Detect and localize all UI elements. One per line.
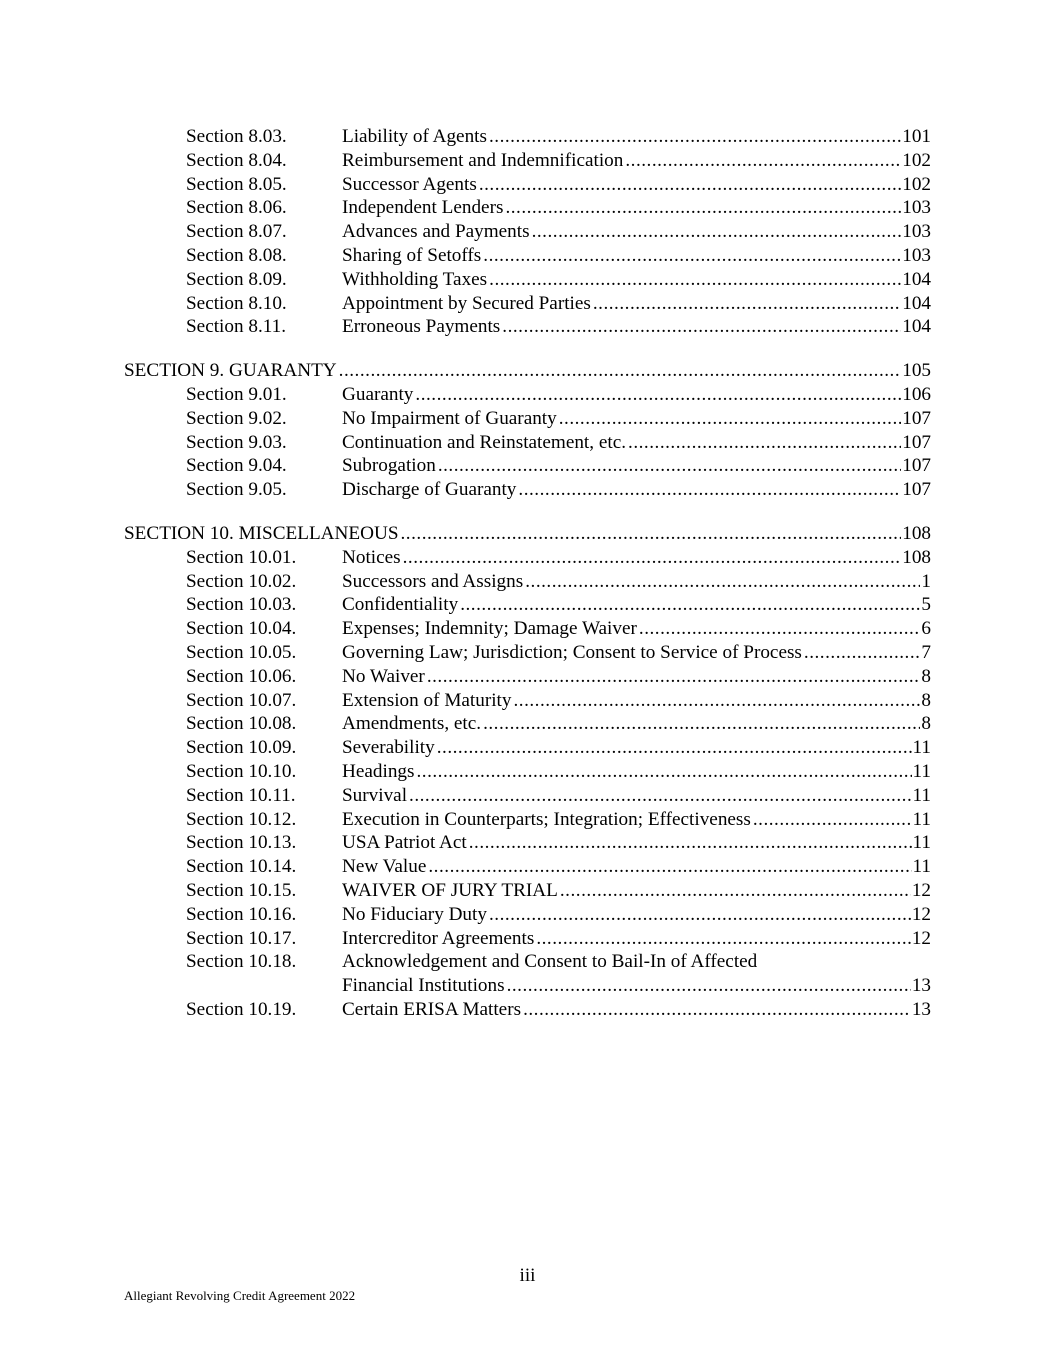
toc-entry-title: Expenses; Indemnity; Damage Waiver xyxy=(342,618,637,640)
toc-entry-title: Governing Law; Jurisdiction; Consent to Service of Process xyxy=(342,641,802,663)
toc-entry xyxy=(124,950,931,974)
toc-entry xyxy=(124,125,931,149)
toc-entry-number: Section 8.03. xyxy=(186,126,287,147)
toc-entry xyxy=(124,641,931,665)
toc-entry-title: Certain ERISA Matters xyxy=(342,998,522,1020)
dot-leader xyxy=(753,808,912,832)
toc-entry-page: 11 xyxy=(912,856,931,878)
toc-entry xyxy=(124,903,931,927)
toc-entry-number: Section 10.02. xyxy=(186,570,297,592)
dot-leader xyxy=(489,268,901,292)
toc-entry xyxy=(124,220,931,244)
toc-entry-number: Section 8.11. xyxy=(186,316,287,338)
toc-group xyxy=(124,522,931,1022)
toc-entry xyxy=(124,665,931,689)
dot-leader xyxy=(625,149,901,173)
toc-entry-number: Section 8.05. xyxy=(186,173,287,195)
toc-heading-title: SECTION 10. MISCELLANEOUS xyxy=(124,522,399,544)
toc-entry-number: Section 8.09. xyxy=(186,268,287,290)
dot-leader xyxy=(403,546,902,570)
toc-entry-number: Section 9.04. xyxy=(186,455,287,477)
toc-entry-page: 11 xyxy=(912,808,931,830)
toc-entry xyxy=(124,431,931,455)
dot-leader xyxy=(401,522,902,546)
toc-heading xyxy=(124,359,931,383)
dot-leader xyxy=(483,712,920,736)
dot-leader xyxy=(339,359,902,383)
toc-heading-title: SECTION 9. GUARANTY xyxy=(124,360,337,382)
dot-leader xyxy=(428,855,911,879)
toc-entry-page: 1 xyxy=(921,570,931,592)
dot-leader xyxy=(483,244,901,268)
toc-entry-title: Independent Lenders xyxy=(342,197,504,219)
dot-leader xyxy=(409,784,911,808)
toc-entry-page: 102 xyxy=(902,149,931,171)
toc-entry-page: 101 xyxy=(902,126,931,147)
toc-entry-title: No Impairment of Guaranty xyxy=(342,407,557,429)
dot-leader xyxy=(513,689,920,713)
toc-entry-title: Guaranty xyxy=(342,383,414,405)
toc-entry xyxy=(124,998,931,1022)
toc-entry-title: Extension of Maturity xyxy=(342,689,512,711)
toc-entry-number: Section 10.01. xyxy=(186,546,297,568)
toc-entry-number: Section 9.05. xyxy=(186,479,287,501)
dot-leader xyxy=(507,974,911,998)
dot-leader xyxy=(427,665,921,689)
toc-group xyxy=(124,125,931,339)
toc-entry-page: 12 xyxy=(911,879,931,901)
dot-leader xyxy=(525,570,920,594)
toc-entry xyxy=(124,784,931,808)
dot-leader xyxy=(479,173,901,197)
toc-entry-title: Withholding Taxes xyxy=(342,268,488,290)
dot-leader xyxy=(489,903,911,927)
toc-entry-page: 102 xyxy=(902,173,931,195)
toc-entry-page: 107 xyxy=(902,431,931,453)
toc-entry xyxy=(124,407,931,431)
dot-leader xyxy=(505,196,901,220)
toc-entry-number: Section 10.18. xyxy=(186,951,297,973)
toc-entry-number: Section 9.03. xyxy=(186,431,287,453)
toc-entry-page: 104 xyxy=(902,292,931,314)
toc-entry-number: Section 10.03. xyxy=(186,594,297,616)
toc-entry-title: Continuation and Reinstatement, etc. xyxy=(342,431,627,453)
toc-entry-page: 8 xyxy=(921,713,931,735)
toc-entry xyxy=(124,570,931,594)
toc-heading xyxy=(124,522,931,546)
toc-entry-number: Section 8.07. xyxy=(186,221,287,243)
toc-entry-title: WAIVER OF JURY TRIAL xyxy=(342,879,558,901)
toc-entry xyxy=(124,879,931,903)
toc-entry-number: Section 10.12. xyxy=(186,808,297,830)
toc-entry xyxy=(124,478,931,502)
toc-entry-title: Severability xyxy=(342,737,435,759)
toc-entry-page: 106 xyxy=(902,383,931,405)
toc-entry xyxy=(124,712,931,736)
toc-entry-page: 11 xyxy=(912,737,931,759)
toc-entry-title: Headings xyxy=(342,760,415,782)
toc-entry-number: Section 10.10. xyxy=(186,760,297,782)
dot-leader xyxy=(532,220,902,244)
dot-leader xyxy=(415,383,901,407)
toc-entry xyxy=(124,617,931,641)
toc-entry-title: Successor Agents xyxy=(342,173,477,195)
toc-entry-title: Intercreditor Agreements xyxy=(342,927,535,949)
toc-entry-page: 107 xyxy=(902,407,931,429)
toc-entry-number: Section 9.01. xyxy=(186,383,287,405)
toc-entry xyxy=(124,244,931,268)
toc-entry-page: 107 xyxy=(902,455,931,477)
dot-leader xyxy=(559,407,901,431)
toc-entry-number: Section 10.19. xyxy=(186,998,297,1020)
toc-entry-title: No Waiver xyxy=(342,665,425,687)
toc-entry-title: Subrogation xyxy=(342,455,436,477)
toc-entry xyxy=(124,292,931,316)
toc-entry-number: Section 10.15. xyxy=(186,879,297,901)
dot-leader xyxy=(523,998,911,1022)
toc-entry-title: Discharge of Guaranty xyxy=(342,479,517,501)
toc-entry-page: 12 xyxy=(911,903,931,925)
toc-entry-title-continued: Financial Institutions xyxy=(342,975,505,997)
toc-entry xyxy=(124,546,931,570)
toc-entry-page: 11 xyxy=(912,760,931,782)
toc-entry xyxy=(124,808,931,832)
table-of-contents xyxy=(124,125,931,1022)
dot-leader xyxy=(469,831,912,855)
toc-entry-page: 11 xyxy=(912,832,931,854)
toc-entry-title: Advances and Payments xyxy=(342,221,530,243)
dot-leader xyxy=(593,292,901,316)
dot-leader xyxy=(536,927,910,951)
toc-entry-page: 104 xyxy=(902,268,931,290)
toc-entry-page: 7 xyxy=(921,641,931,663)
dot-leader xyxy=(804,641,921,665)
toc-group xyxy=(124,359,931,502)
toc-entry-number: Section 8.04. xyxy=(186,149,287,171)
dot-leader xyxy=(437,736,912,760)
toc-entry-page: 12 xyxy=(911,927,931,949)
dot-leader xyxy=(518,478,901,502)
toc-entry xyxy=(124,196,931,220)
toc-entry-page: 8 xyxy=(921,689,931,711)
dot-leader xyxy=(460,593,920,617)
toc-entry-page: 107 xyxy=(902,479,931,501)
toc-entry-page: 6 xyxy=(921,618,931,640)
toc-entry-number: Section 10.17. xyxy=(186,927,297,949)
page-number: iii xyxy=(519,1265,536,1286)
toc-entry-title: No Fiduciary Duty xyxy=(342,903,487,925)
toc-entry-number: Section 9.02. xyxy=(186,407,287,429)
toc-entry xyxy=(124,149,931,173)
toc-entry-page: 13 xyxy=(911,975,931,997)
toc-entry xyxy=(124,831,931,855)
toc-entry-continuation xyxy=(124,974,931,998)
toc-entry-page: 104 xyxy=(902,316,931,338)
dot-leader xyxy=(639,617,921,641)
toc-entry-title: Amendments, etc. xyxy=(342,713,482,735)
toc-entry-page: 13 xyxy=(911,998,931,1020)
dot-leader xyxy=(489,125,901,149)
document-footer: Allegiant Revolving Credit Agreement 2022 xyxy=(124,1288,356,1303)
toc-entry-title: Reimbursement and Indemnification xyxy=(342,149,624,171)
dot-leader xyxy=(628,431,901,455)
toc-entry-title: New Value xyxy=(342,856,427,878)
toc-entry-page: 8 xyxy=(921,665,931,687)
toc-entry-number: Section 10.14. xyxy=(186,856,297,878)
toc-entry-title: Survival xyxy=(342,784,408,806)
toc-entry-title: Erroneous Payments xyxy=(342,316,501,338)
toc-entry xyxy=(124,454,931,478)
toc-entry xyxy=(124,383,931,407)
dot-leader xyxy=(560,879,911,903)
toc-entry-number: Section 10.05. xyxy=(186,641,297,663)
dot-leader xyxy=(502,315,901,339)
toc-entry xyxy=(124,268,931,292)
toc-entry-number: Section 8.10. xyxy=(186,292,287,314)
toc-entry xyxy=(124,689,931,713)
toc-entry-number: Section 10.07. xyxy=(186,689,297,711)
toc-entry xyxy=(124,736,931,760)
toc-entry xyxy=(124,173,931,197)
toc-entry-page: 108 xyxy=(902,546,931,568)
toc-entry xyxy=(124,593,931,617)
toc-heading-page: 105 xyxy=(902,360,931,382)
toc-entry-number: Section 8.08. xyxy=(186,244,287,266)
toc-entry-number: Section 10.11. xyxy=(186,784,296,806)
toc-entry-title: Appointment by Secured Parties xyxy=(342,292,591,314)
toc-entry-page: 5 xyxy=(921,594,931,616)
toc-entry-title: Execution in Counterparts; Integration; Effectiveness xyxy=(342,808,751,830)
toc-entry-title: Confidentiality xyxy=(342,594,459,616)
toc-entry-page: 103 xyxy=(902,197,931,219)
toc-entry xyxy=(124,927,931,951)
toc-entry-title: USA Patriot Act xyxy=(342,832,467,854)
dot-leader xyxy=(438,454,901,478)
toc-entry-page: 11 xyxy=(912,784,931,806)
toc-entry-page: 103 xyxy=(902,221,931,243)
toc-entry-title: Liability of Agents xyxy=(342,126,487,147)
toc-entry-title: Acknowledgement and Consent to Bail-In of Affected xyxy=(342,951,758,973)
toc-entry-title: Notices xyxy=(342,546,401,568)
toc-entry-number: Section 8.06. xyxy=(186,197,287,219)
toc-entry-number: Section 10.16. xyxy=(186,903,297,925)
toc-entry-number: Section 10.09. xyxy=(186,737,297,759)
toc-entry xyxy=(124,855,931,879)
dot-leader xyxy=(416,760,911,784)
toc-entry xyxy=(124,315,931,339)
toc-entry-page: 103 xyxy=(902,244,931,266)
toc-entry-number: Section 10.04. xyxy=(186,618,297,640)
toc-entry-title: Sharing of Setoffs xyxy=(342,244,482,266)
toc-entry-number: Section 10.08. xyxy=(186,713,297,735)
toc-entry-title: Successors and Assigns xyxy=(342,570,524,592)
toc-entry-number: Section 10.13. xyxy=(186,832,297,854)
toc-heading-page: 108 xyxy=(902,522,931,544)
toc-entry-number: Section 10.06. xyxy=(186,665,297,687)
toc-entry xyxy=(124,760,931,784)
